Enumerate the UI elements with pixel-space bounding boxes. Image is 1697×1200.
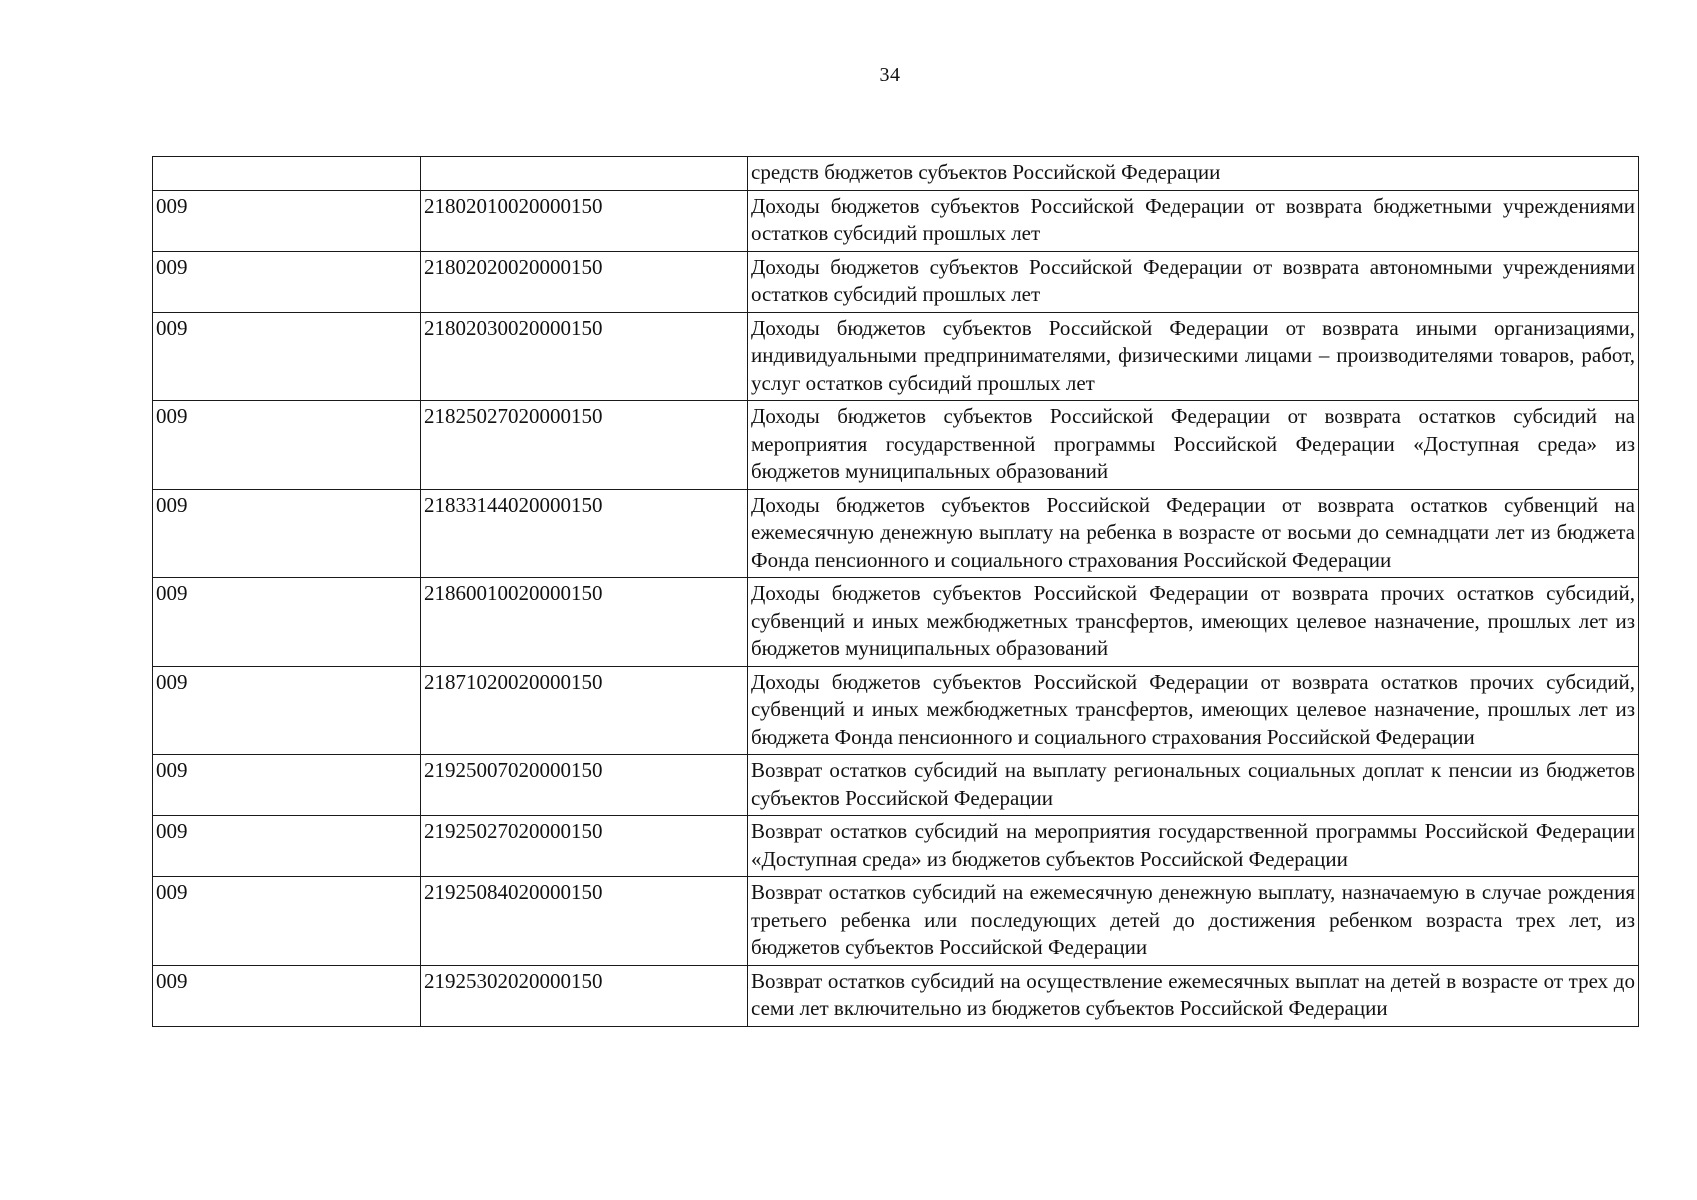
budget-code-cell: 21802010020000150 [421,190,748,251]
budget-code-cell: 21925084020000150 [421,877,748,966]
description-cell: Доходы бюджетов субъектов Российской Федерации от возврата автономными учреждениями остатков субсидий прошлых лет [748,251,1639,312]
admin-code-cell [153,157,421,191]
description-cell: Доходы бюджетов субъектов Российской Федерации от возврата бюджетными учреждениями остатков субсидий прошлых лет [748,190,1639,251]
description-cell: средств бюджетов субъектов Российской Федерации [748,157,1639,191]
budget-code-cell: 21833144020000150 [421,489,748,578]
description-cell: Возврат остатков субсидий на осуществление ежемесячных выплат на детей в возрасте от трех до семи лет включительно из бюджетов субъектов Российской Федерации [748,965,1639,1026]
table-row [153,877,1639,966]
admin-code-cell: 009 [153,312,421,401]
admin-code-cell: 009 [153,755,421,816]
admin-code-cell: 009 [153,190,421,251]
budget-code-cell: 21802020020000150 [421,251,748,312]
admin-code-cell: 009 [153,666,421,755]
budget-code-cell [421,157,748,191]
budget-code-cell: 21802030020000150 [421,312,748,401]
admin-code-cell: 009 [153,401,421,490]
admin-code-cell: 009 [153,877,421,966]
description-cell: Доходы бюджетов субъектов Российской Федерации от возврата прочих остатков субсидий, субвенций и иных межбюджетных трансфертов, имеющих целевое назначение, прошлых лет из бюджетов муниципальных образований [748,578,1639,667]
table-row [153,666,1639,755]
budget-code-cell: 21871020020000150 [421,666,748,755]
table-row [153,578,1639,667]
admin-code-cell: 009 [153,251,421,312]
budget-code-cell: 21925007020000150 [421,755,748,816]
admin-code-cell: 009 [153,816,421,877]
description-cell: Доходы бюджетов субъектов Российской Федерации от возврата остатков субвенций на ежемесячную денежную выплату на ребенка в возрасте от восьми до семнадцати лет из бюджета Фонда пенсионного и социального страхования Российской Федерации [748,489,1639,578]
table-row [153,965,1639,1026]
description-cell: Возврат остатков субсидий на выплату региональных социальных доплат к пенсии из бюджетов субъектов Российской Федерации [748,755,1639,816]
budget-code-cell: 21825027020000150 [421,401,748,490]
table-row [153,401,1639,490]
admin-code-cell: 009 [153,965,421,1026]
description-cell: Возврат остатков субсидий на мероприятия государственной программы Российской Федерации «Доступная среда» из бюджетов субъектов Российской Федерации [748,816,1639,877]
description-cell: Доходы бюджетов субъектов Российской Федерации от возврата иными организациями, индивидуальными предпринимателями, физическими лицами – производителями товаров, работ, услуг остатков субсидий прошлых лет [748,312,1639,401]
budget-code-cell: 21925302020000150 [421,965,748,1026]
admin-code-cell: 009 [153,489,421,578]
table-row [153,312,1639,401]
budget-codes-table [152,156,1639,1027]
budget-code-cell: 21925027020000150 [421,816,748,877]
table-row [153,816,1639,877]
table-row [153,190,1639,251]
table-row [153,755,1639,816]
budget-code-cell: 21860010020000150 [421,578,748,667]
table-row [153,157,1639,191]
description-cell: Доходы бюджетов субъектов Российской Федерации от возврата остатков субсидий на мероприятия государственной программы Российской Федерации «Доступная среда» из бюджетов муниципальных образований [748,401,1639,490]
table-row [153,489,1639,578]
admin-code-cell: 009 [153,578,421,667]
page-number: 34 [879,64,901,86]
description-cell: Доходы бюджетов субъектов Российской Федерации от возврата остатков прочих субсидий, субвенций и иных межбюджетных трансфертов, имеющих целевое назначение, прошлых лет из бюджета Фонда пенсионного и социального страхования Российской Федерации [748,666,1639,755]
description-cell: Возврат остатков субсидий на ежемесячную денежную выплату, назначаемую в случае рождения третьего ребенка или последующих детей до достижения ребенком возраста трех лет, из бюджетов субъектов Российской Федерации [748,877,1639,966]
table-row [153,251,1639,312]
